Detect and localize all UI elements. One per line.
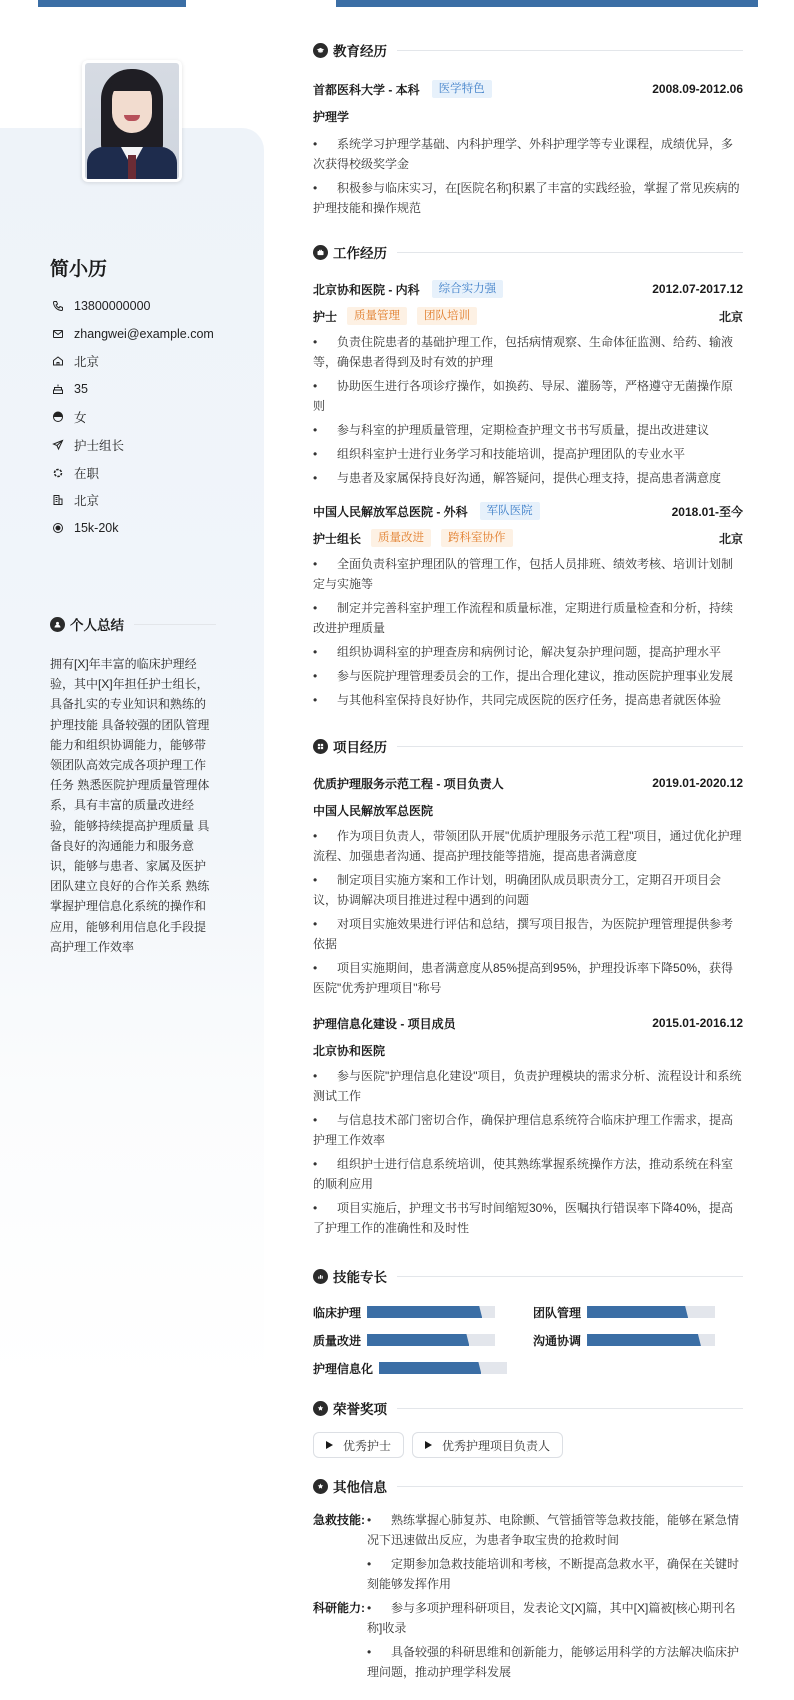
- list-item: • 协助医生进行各项诊疗操作，如换药、导尿、灌肠等，严格遵守无菌操作原则: [313, 379, 734, 413]
- awards-section: [313, 1398, 743, 1458]
- divider: [397, 1276, 743, 1277]
- salary-icon: [50, 520, 66, 536]
- education-section: [313, 40, 743, 218]
- award-chip: 优秀护士: [313, 1432, 404, 1458]
- skill-item: 临床护理: [313, 1304, 533, 1320]
- header-accent-bar-right: [336, 0, 758, 7]
- project-name: 优质护理服务示范工程 - 项目负责人: [313, 776, 504, 791]
- education-entry-header: [313, 80, 743, 98]
- projects-section-header: 项目经历: [313, 736, 743, 756]
- play-triangle-icon: [326, 1441, 333, 1449]
- grid-icon: [313, 739, 328, 754]
- list-item: • 全面负责科室护理团队的管理工作，包括人员排班、绩效考核、培训计划制定与实施等: [313, 557, 734, 591]
- other-info-row: 科研能力: • 参与多项护理科研项目，发表论文[X]篇，其中[X]篇被[核心期刊名称]收录 • 具备较强的科研思维和创新能力，能够运用科学的方法解决临床护理问题，推动护理学科发展: [313, 1598, 743, 1686]
- summary-section-header: 个人总结: [50, 614, 216, 634]
- school-name: 首都医科大学 - 本科: [313, 82, 420, 97]
- skill-bar: [367, 1306, 495, 1318]
- graduation-cap-icon: [313, 43, 328, 58]
- building-icon: [50, 492, 66, 508]
- bar-chart-icon: [313, 1269, 328, 1284]
- company-tag: 军队医院: [480, 502, 540, 520]
- education-section-header: 教育经历: [313, 40, 743, 60]
- main-content: [313, 40, 743, 1686]
- project-entry-header: [313, 1014, 743, 1032]
- skills-section-header: 技能专长: [313, 1266, 743, 1286]
- play-triangle-icon: [425, 1441, 432, 1449]
- major: 护理学: [313, 109, 350, 124]
- home-icon: [50, 353, 66, 369]
- list-item: • 组织协调科室的护理查房和病例讨论，解决复杂护理问题，提高护理水平: [313, 645, 722, 659]
- list-item: • 参与医院护理管理委员会的工作，提出合理化建议，推动医院护理事业发展: [313, 669, 734, 683]
- project-date: 2015.01-2016.12: [652, 1016, 743, 1030]
- list-item: • 作为项目负责人，带领团队开展"优质护理服务示范工程"项目，通过优化护理流程、加强患者沟通、提高护理技能等措施，提高患者满意度: [313, 829, 742, 863]
- work-section-header: 工作经历: [313, 242, 743, 262]
- cake-icon: [50, 381, 66, 397]
- skill-item: 团队管理: [533, 1304, 743, 1320]
- work-bullets: [313, 554, 743, 710]
- company-name: 北京协和医院 - 内科: [313, 282, 420, 297]
- list-item: • 负责住院患者的基础护理工作，包括病情观察、生命体征监测、给药、输液等，确保患者得到及时有效的护理: [313, 335, 734, 369]
- company-tag: 综合实力强: [432, 280, 504, 298]
- contact-age: 35: [50, 375, 214, 403]
- work-role-row: [313, 307, 743, 325]
- skill-bar: [587, 1306, 715, 1318]
- work-role-row: [313, 529, 743, 547]
- other-info-bullets: [367, 1598, 743, 1686]
- list-item: • 项目实施后，护理文书书写时间缩短30%，医嘱执行错误率下降40%，提高了护理工作的准确性和及时性: [313, 1201, 734, 1235]
- project-entry-header: [313, 774, 743, 792]
- divider: [397, 1408, 743, 1409]
- skill-bar: [367, 1334, 495, 1346]
- work-entry-header: [313, 502, 743, 520]
- send-icon: [50, 437, 66, 453]
- other-info-section-header: 其他信息: [313, 1476, 743, 1496]
- education-bullets: [313, 134, 743, 218]
- role-tag: 质量改进: [371, 529, 431, 547]
- divider: [397, 252, 743, 253]
- gender-icon: [50, 409, 66, 425]
- skill-bar: [587, 1334, 715, 1346]
- skill-item: 质量改进: [313, 1332, 533, 1348]
- list-item: • 参与医院"护理信息化建设"项目，负责护理模块的需求分析、流程设计和系统测试工作: [313, 1069, 742, 1103]
- other-info-section: [313, 1476, 743, 1686]
- project-name: 护理信息化建设 - 项目成员: [313, 1016, 456, 1031]
- avatar: [82, 60, 182, 182]
- role-tag: 跨科室协作: [441, 529, 513, 547]
- list-item: • 定期参加急救技能培训和考核，不断提高急救水平，确保在关键时刻能够发挥作用: [367, 1557, 740, 1591]
- list-item: • 积极参与临床实习，在[医院名称]积累了丰富的实践经验，掌握了常见疾病的护理技能和操作规范: [313, 181, 740, 215]
- list-item: • 参与多项护理科研项目，发表论文[X]篇，其中[X]篇被[核心期刊名称]收录: [367, 1601, 736, 1635]
- award-icon: [313, 1401, 328, 1416]
- other-info-row: 急救技能: • 熟练掌握心肺复苏、电除颤、气管插管等急救技能，能够在紧急情况下迅速做出反应，为患者争取宝贵的抢救时间 • 定期参加急救技能培训和考核，不断提高急救水平，确保在关键时刻能够发挥作用: [313, 1510, 743, 1598]
- contact-email: zhangwei@example.com: [50, 320, 214, 348]
- list-item: • 与患者及家属保持良好沟通，解答疑问，提供心理支持，提高患者满意度: [313, 471, 722, 485]
- briefcase-icon: [313, 245, 328, 260]
- divider: [397, 50, 743, 51]
- award-chip: 优秀护理项目负责人: [412, 1432, 563, 1458]
- project-org: 中国人民解放军总医院: [313, 803, 434, 818]
- user-icon: [50, 617, 65, 632]
- education-date: 2008.09-2012.06: [652, 82, 743, 96]
- contact-list: [50, 292, 214, 542]
- contact-gender: 女: [50, 403, 214, 431]
- awards-list: [313, 1432, 743, 1458]
- work-section: [313, 242, 743, 710]
- phone-icon: [50, 298, 66, 314]
- status-icon: [50, 465, 66, 481]
- list-item: • 参与科室的护理质量管理，定期检查护理文书书写质量，提出改进建议: [313, 423, 710, 437]
- list-item: • 项目实施期间，患者满意度从85%提高到95%，护理投诉率下降50%，获得医院"优秀护理项目"称号: [313, 961, 734, 995]
- info-badge-icon: [313, 1479, 328, 1494]
- other-info-bullets: [367, 1510, 743, 1598]
- work-location: 北京: [718, 309, 743, 324]
- list-item: • 制定并完善科室护理工作流程和质量标准，定期进行质量检查和分析，持续改进护理质量: [313, 601, 734, 635]
- divider: [397, 1486, 743, 1487]
- contact-location: 北京: [50, 348, 214, 376]
- project-bullets: [313, 826, 743, 998]
- header-accent-bar-left: [38, 0, 186, 7]
- work-date: 2012.07-2017.12: [652, 282, 743, 296]
- contact-position: 护士组长: [50, 431, 214, 459]
- role-tag: 质量管理: [347, 307, 407, 325]
- role-tag: 团队培训: [417, 307, 477, 325]
- list-item: • 组织护士进行信息系统培训，使其熟练掌握系统操作方法，推动系统在科室的顺利应用: [313, 1157, 734, 1191]
- work-entry-header: [313, 280, 743, 298]
- work-location: 北京: [718, 531, 743, 546]
- list-item: • 熟练掌握心肺复苏、电除颤、气管插管等急救技能，能够在紧急情况下迅速做出反应，为患者争取宝贵的抢救时间: [367, 1513, 740, 1547]
- skills-grid: [313, 1304, 743, 1376]
- awards-section-header: 荣誉奖项: [313, 1398, 743, 1418]
- skill-item: 沟通协调: [533, 1332, 743, 1348]
- summary-text: 拥有[X]年丰富的临床护理经验，其中[X]年担任护士组长，具备扎实的专业知识和熟练的护理技能 具备较强的团队管理能力和组织协调能力，能够带领团队高效完成各项护理工作任务 熟悉医院护理质量管理体系，具有丰富的质量改进经验，能够持续提高护理质量 具备良好的沟通能力和服务意识，能够与患者、家属及医护团队建立良好的合作关系 熟练掌握护理信息化系统的操作和应用，能够利用信息化手段提高护理工作效率: [50, 657, 210, 954]
- projects-section: [313, 736, 743, 1238]
- skill-bar: [379, 1362, 507, 1374]
- profile-photo: [85, 63, 179, 179]
- list-item: • 与其他科室保持良好协作，共同完成医院的医疗任务，提高患者就医体验: [313, 693, 722, 707]
- contact-phone: 13800000000: [50, 292, 214, 320]
- project-date: 2019.01-2020.12: [652, 776, 743, 790]
- contact-status: 在职: [50, 459, 214, 487]
- candidate-name: 简小历: [50, 259, 108, 280]
- project-bullets: [313, 1066, 743, 1238]
- role-title: 护士组长: [313, 531, 362, 546]
- list-item: • 对项目实施效果进行评估和总结，撰写项目报告，为医院护理管理提供参考依据: [313, 917, 734, 951]
- work-bullets: [313, 332, 743, 488]
- list-item: • 具备较强的科研思维和创新能力，能够运用科学的方法解决临床护理问题，推动护理学科发展: [367, 1645, 740, 1679]
- contact-salary: 15k-20k: [50, 514, 214, 542]
- company-name: 中国人民解放军总医院 - 外科: [313, 504, 468, 519]
- divider: [134, 624, 216, 625]
- list-item: • 与信息技术部门密切合作，确保护理信息系统符合临床护理工作需求，提高护理工作效率: [313, 1113, 734, 1147]
- skills-section: [313, 1266, 743, 1376]
- contact-city: 北京: [50, 487, 214, 515]
- mail-icon: [50, 326, 66, 342]
- list-item: • 制定项目实施方案和工作计划，明确团队成员职责分工，定期召开项目会议，协调解决项目推进过程中遇到的问题: [313, 873, 722, 907]
- list-item: • 组织科室护士进行业务学习和技能培训，提高护理团队的专业水平: [313, 447, 686, 461]
- work-date: 2018.01-至今: [671, 504, 743, 519]
- school-tag: 医学特色: [432, 80, 492, 98]
- project-org: 北京协和医院: [313, 1043, 386, 1058]
- skill-item: 护理信息化: [313, 1360, 533, 1376]
- divider: [397, 746, 743, 747]
- role-title: 护士: [313, 309, 338, 324]
- list-item: • 系统学习护理学基础、内科护理学、外科护理学等专业课程，成绩优异，多次获得校级奖学金: [313, 137, 734, 171]
